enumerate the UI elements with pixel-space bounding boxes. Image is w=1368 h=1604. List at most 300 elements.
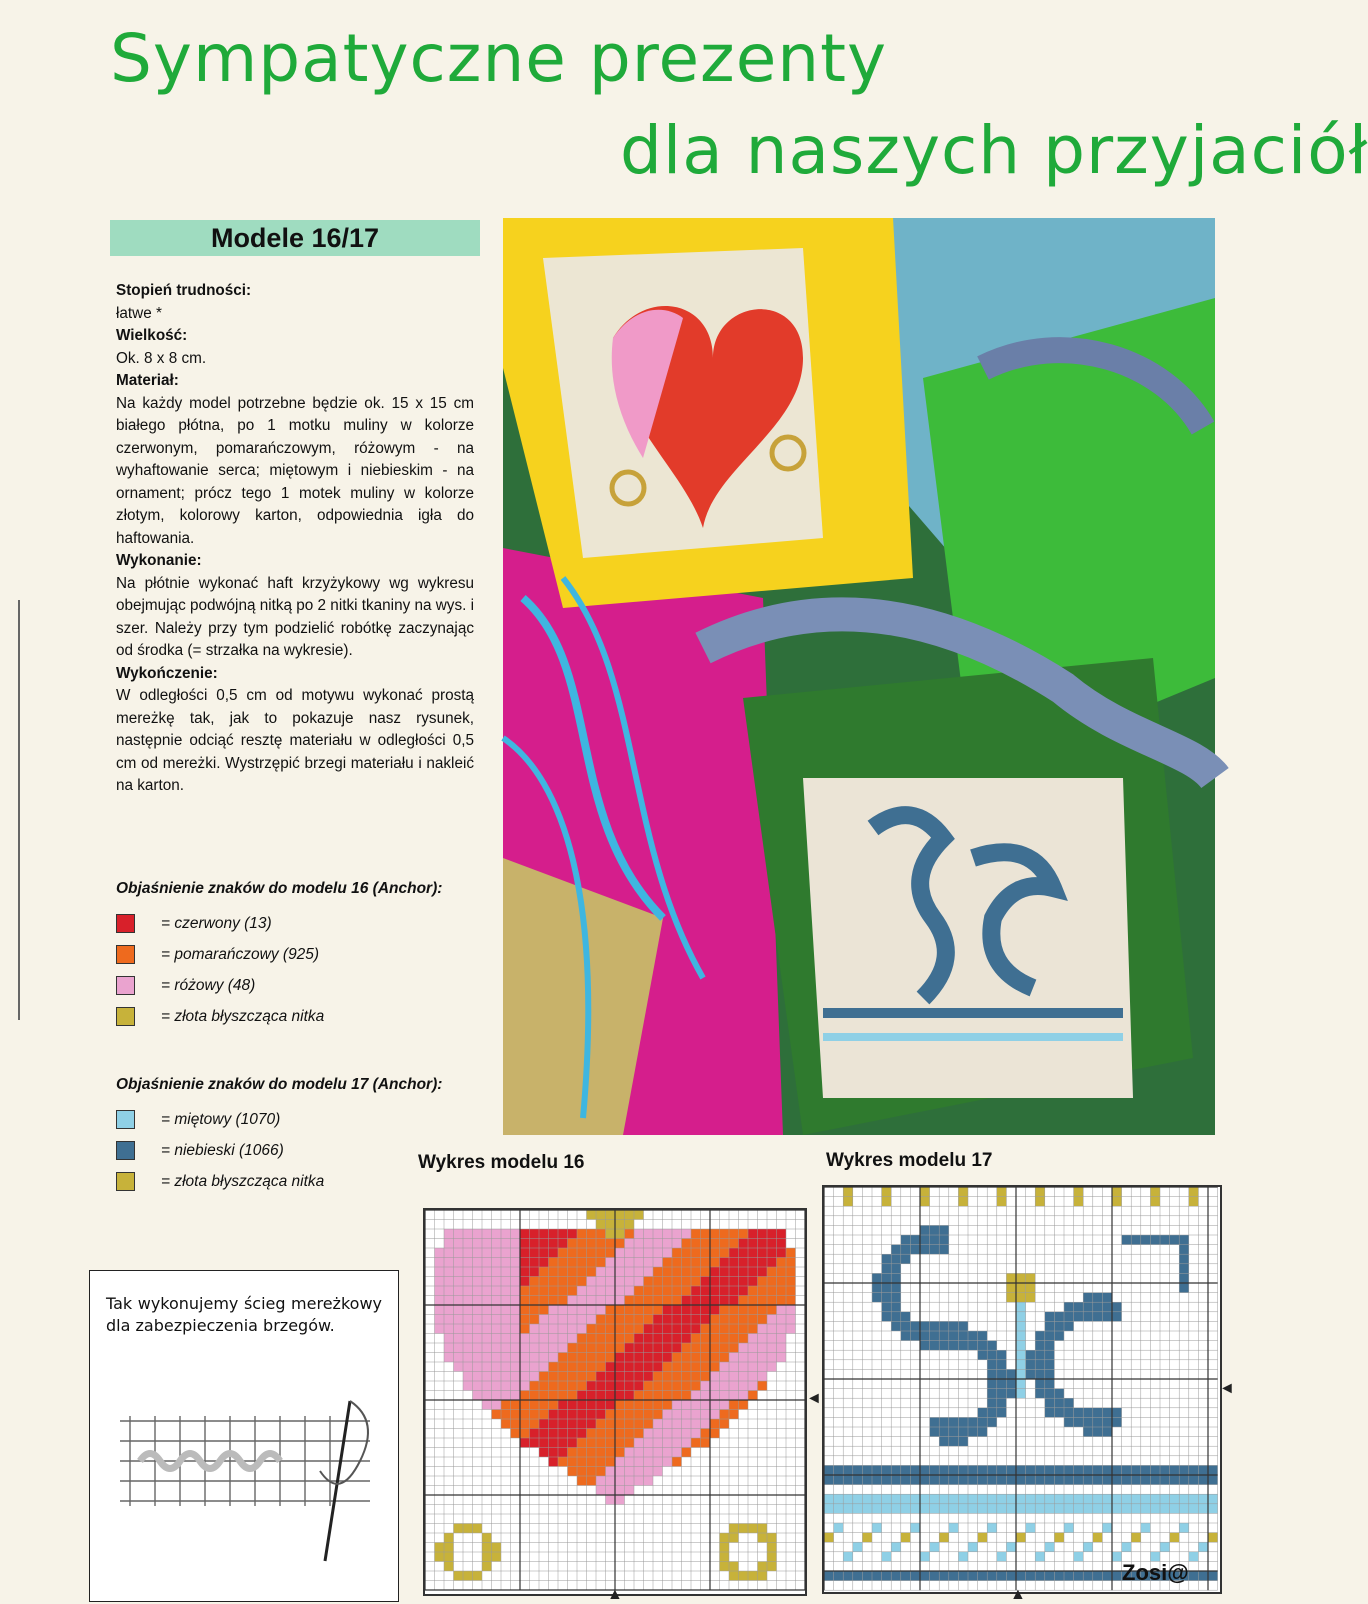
stitch-cell — [606, 1448, 616, 1458]
stitch-cell — [625, 1296, 635, 1306]
stitch-cell — [558, 1429, 568, 1439]
stitch-cell — [1054, 1321, 1064, 1331]
stitch-cell — [1064, 1302, 1074, 1312]
stitch-cell — [615, 1267, 625, 1277]
stitch-cell — [939, 1571, 949, 1581]
stitch-cell — [872, 1293, 882, 1303]
stitch-cell — [720, 1400, 730, 1410]
stitch-cell — [1016, 1465, 1026, 1475]
stitch-cell — [634, 1438, 644, 1448]
stitch-cell — [606, 1258, 616, 1268]
stitch-cell — [558, 1457, 568, 1467]
stitch-cell — [454, 1239, 464, 1249]
stitch-cell — [435, 1324, 445, 1334]
stitch-cell — [596, 1324, 606, 1334]
stitch-cell — [596, 1467, 606, 1477]
stitch-cell — [634, 1324, 644, 1334]
stitch-cell — [891, 1302, 901, 1312]
stitch-cell — [615, 1391, 625, 1401]
stitch-cell — [672, 1286, 682, 1296]
stitch-cell — [882, 1302, 892, 1312]
stitch-cell — [625, 1248, 635, 1258]
stitch-cell — [530, 1248, 540, 1258]
stitch-cell — [492, 1343, 502, 1353]
stitch-cell — [1026, 1571, 1036, 1581]
stitch-cell — [1150, 1235, 1160, 1245]
stitch-cell — [596, 1372, 606, 1382]
stitch-cell — [1006, 1273, 1016, 1283]
stitch-cell — [1016, 1331, 1026, 1341]
stitch-cell — [1093, 1293, 1103, 1303]
stitch-cell — [587, 1343, 597, 1353]
stitch-cell — [596, 1229, 606, 1239]
stitch-cell — [767, 1353, 777, 1363]
stitch-cell — [710, 1248, 720, 1258]
color-swatch — [116, 1141, 135, 1160]
stitch-cell — [710, 1239, 720, 1249]
stitch-cell — [1045, 1494, 1055, 1504]
stitch-cell — [463, 1324, 473, 1334]
stitch-cell — [511, 1286, 521, 1296]
stitch-cell — [777, 1343, 787, 1353]
stitch-cell — [720, 1324, 730, 1334]
stitch-cell — [653, 1305, 663, 1315]
stitch-cell — [987, 1389, 997, 1399]
stitch-cell — [1150, 1465, 1160, 1475]
stitch-cell — [463, 1524, 473, 1534]
stitch-cell — [968, 1417, 978, 1427]
stitch-cell — [444, 1562, 454, 1572]
stitch-cell — [834, 1475, 844, 1485]
stitch-cell — [435, 1248, 445, 1258]
stitch-cell — [843, 1571, 853, 1581]
stitch-cell — [862, 1533, 872, 1543]
stitch-cell — [1093, 1494, 1103, 1504]
stitch-cell — [729, 1315, 739, 1325]
stitch-cell — [520, 1429, 530, 1439]
stitch-cell — [777, 1324, 787, 1334]
stitch-cell — [682, 1248, 692, 1258]
stitch-cell — [767, 1277, 777, 1287]
stitch-cell — [1112, 1417, 1122, 1427]
stitch-cell — [920, 1341, 930, 1351]
stitch-cell — [710, 1400, 720, 1410]
stitch-cell — [549, 1267, 559, 1277]
stitch-cell — [853, 1494, 863, 1504]
stitch-cell — [853, 1504, 863, 1514]
stitch-cell — [625, 1372, 635, 1382]
stitch-cell — [1006, 1293, 1016, 1303]
legend-row — [116, 1104, 486, 1135]
stitch-cell — [558, 1267, 568, 1277]
stitch-cell — [1045, 1321, 1055, 1331]
stitch-cell — [1045, 1465, 1055, 1475]
stitch-cell — [539, 1353, 549, 1363]
stitch-cell — [739, 1277, 749, 1287]
stitch-cell — [473, 1229, 483, 1239]
stitch-cell — [615, 1495, 625, 1505]
stitch-cell — [1131, 1494, 1141, 1504]
stitch-cell — [511, 1315, 521, 1325]
stitch-cell — [720, 1533, 730, 1543]
stitch-cell — [758, 1324, 768, 1334]
stitch-cell — [596, 1277, 606, 1287]
stitch-cell — [511, 1343, 521, 1353]
stitch-cell — [997, 1389, 1007, 1399]
stitch-cell — [1016, 1360, 1026, 1370]
stitch-cell — [435, 1543, 445, 1553]
stitch-cell — [930, 1542, 940, 1552]
stitch-cell — [853, 1571, 863, 1581]
stitch-cell — [435, 1305, 445, 1315]
stitch-cell — [444, 1277, 454, 1287]
stitch-cell — [1208, 1533, 1218, 1543]
stitch-cell — [710, 1286, 720, 1296]
stitch-cell — [1208, 1494, 1218, 1504]
stitch-cell — [739, 1305, 749, 1315]
stitch-cell — [539, 1429, 549, 1439]
stitch-cell — [720, 1391, 730, 1401]
stitch-cell — [444, 1248, 454, 1258]
stitch-cell — [520, 1391, 530, 1401]
stitch-cell — [625, 1438, 635, 1448]
stitch-cell — [1093, 1504, 1103, 1514]
stitch-cell — [568, 1429, 578, 1439]
stitch-cell — [558, 1419, 568, 1429]
stitch-cell — [463, 1343, 473, 1353]
stitch-cell — [587, 1353, 597, 1363]
stitch-cell — [872, 1523, 882, 1533]
stitch-cell — [473, 1524, 483, 1534]
stitch-cell — [1112, 1494, 1122, 1504]
stitch-cell — [1035, 1552, 1045, 1562]
stitch-cell — [625, 1343, 635, 1353]
stitch-cell — [1016, 1341, 1026, 1351]
stitch-cell — [872, 1283, 882, 1293]
stitch-cell — [482, 1296, 492, 1306]
stitch-cell — [577, 1267, 587, 1277]
stitch-cell — [539, 1334, 549, 1344]
stitch-cell — [968, 1542, 978, 1552]
stitch-cell — [482, 1267, 492, 1277]
stitch-cell — [1064, 1321, 1074, 1331]
stitch-cell — [644, 1400, 654, 1410]
stitch-cell — [862, 1571, 872, 1581]
stitch-cell — [720, 1286, 730, 1296]
stitch-cell — [625, 1220, 635, 1230]
stitch-cell — [454, 1305, 464, 1315]
stitch-cell — [644, 1467, 654, 1477]
stitch-cell — [482, 1543, 492, 1553]
legend-row — [116, 939, 486, 970]
stitch-cell — [454, 1334, 464, 1344]
stitch-cell — [987, 1571, 997, 1581]
stitch-cell — [978, 1465, 988, 1475]
stitch-cell — [968, 1341, 978, 1351]
stitch-cell — [520, 1334, 530, 1344]
stitch-cell — [843, 1475, 853, 1485]
stitch-cell — [577, 1239, 587, 1249]
stitch-cell — [444, 1267, 454, 1277]
stitch-cell — [1016, 1321, 1026, 1331]
stitch-cell — [1170, 1533, 1180, 1543]
stitch-cell — [729, 1324, 739, 1334]
stitch-cell — [511, 1267, 521, 1277]
stitch-cell — [682, 1429, 692, 1439]
stitch-cell — [997, 1465, 1007, 1475]
stitch-cell — [653, 1448, 663, 1458]
stitch-cell — [672, 1239, 682, 1249]
stitch-cell — [587, 1410, 597, 1420]
stitch-cell — [987, 1465, 997, 1475]
stitch-cell — [634, 1400, 644, 1410]
stitch-cell — [767, 1258, 777, 1268]
stitch-cell — [701, 1315, 711, 1325]
stitch-cell — [1045, 1389, 1055, 1399]
stitch-cell — [758, 1239, 768, 1249]
stitch-cell — [549, 1438, 559, 1448]
stitch-cell — [1064, 1504, 1074, 1514]
stitch-cell — [758, 1381, 768, 1391]
stitch-cell — [1054, 1398, 1064, 1408]
stitch-cell — [492, 1381, 502, 1391]
stitch-cell — [606, 1334, 616, 1344]
stitch-cell — [968, 1494, 978, 1504]
stitch-cell — [1179, 1494, 1189, 1504]
stitch-cell — [568, 1229, 578, 1239]
stitch-cell — [625, 1334, 635, 1344]
stitch-cell — [939, 1465, 949, 1475]
stitch-cell — [634, 1353, 644, 1363]
stitch-cell — [997, 1360, 1007, 1370]
stitch-cell — [739, 1571, 749, 1581]
stitch-cell — [1035, 1379, 1045, 1389]
stitch-cell — [1006, 1542, 1016, 1552]
stitch-cell — [910, 1494, 920, 1504]
stitch-cell — [549, 1381, 559, 1391]
stitch-cell — [625, 1448, 635, 1458]
stitch-cell — [463, 1296, 473, 1306]
stitch-cell — [987, 1523, 997, 1533]
stitch-cell — [530, 1372, 540, 1382]
stitch-cell — [882, 1187, 892, 1197]
stitch-cell — [691, 1286, 701, 1296]
stitch-cell — [634, 1457, 644, 1467]
stitch-cell — [520, 1315, 530, 1325]
stitch-cell — [901, 1571, 911, 1581]
stitch-cell — [958, 1437, 968, 1447]
stitch-cell — [615, 1296, 625, 1306]
legend-16-title: Objaśnienie znaków do modelu 16 (Anchor): — [116, 880, 443, 897]
stitch-cell — [1093, 1427, 1103, 1437]
stitch-cell — [958, 1331, 968, 1341]
stitch-cell — [720, 1296, 730, 1306]
stitch-cell — [910, 1475, 920, 1485]
stitch-cell — [530, 1400, 540, 1410]
stitch-cell — [454, 1267, 464, 1277]
stitch-cell — [843, 1187, 853, 1197]
stitch-cell — [663, 1239, 673, 1249]
stitch-cell — [891, 1312, 901, 1322]
stitch-cell — [530, 1229, 540, 1239]
stitch-cell — [978, 1408, 988, 1418]
stitch-cell — [729, 1524, 739, 1534]
stitch-cell — [663, 1229, 673, 1239]
stitch-cell — [511, 1400, 521, 1410]
stitch-cell — [1026, 1494, 1036, 1504]
stitch-cell — [1035, 1331, 1045, 1341]
stitch-cell — [615, 1305, 625, 1315]
stitch-cell — [549, 1391, 559, 1401]
stitch-cell — [729, 1248, 739, 1258]
stitch-cell — [615, 1372, 625, 1382]
stitch-cell — [1112, 1504, 1122, 1514]
stitch-cell — [862, 1475, 872, 1485]
stitch-cell — [653, 1429, 663, 1439]
stitch-cell — [634, 1334, 644, 1344]
stitch-cell — [777, 1248, 787, 1258]
color-swatch — [116, 976, 135, 995]
stitch-cell — [539, 1372, 549, 1382]
stitch-cell — [739, 1248, 749, 1258]
stitch-cell — [606, 1353, 616, 1363]
stitch-cell — [606, 1457, 616, 1467]
stitch-cell — [987, 1408, 997, 1418]
stitch-cell — [444, 1258, 454, 1268]
stitch-cell — [568, 1239, 578, 1249]
stitch-cell — [492, 1353, 502, 1363]
stitch-cell — [997, 1571, 1007, 1581]
stitch-cell — [577, 1410, 587, 1420]
legend-label: = miętowy (1070) — [161, 1110, 281, 1128]
stitch-cell — [1160, 1542, 1170, 1552]
models-banner: Modele 16/17 — [110, 220, 480, 256]
stitch-cell — [1131, 1533, 1141, 1543]
stitch-cell — [910, 1504, 920, 1514]
stitch-cell — [653, 1467, 663, 1477]
stitch-cell — [739, 1353, 749, 1363]
stitch-cell — [1083, 1494, 1093, 1504]
stitch-cell — [492, 1391, 502, 1401]
stitch-cell — [1035, 1571, 1045, 1581]
stitch-cell — [939, 1341, 949, 1351]
stitch-cell — [511, 1410, 521, 1420]
stitch-cell — [463, 1277, 473, 1287]
stitch-cell — [1150, 1197, 1160, 1207]
stitch-cell — [710, 1353, 720, 1363]
stitch-cell — [834, 1523, 844, 1533]
stitch-cell — [1102, 1494, 1112, 1504]
stitch-cell — [997, 1398, 1007, 1408]
stitch-cell — [1179, 1465, 1189, 1475]
stitch-cell — [777, 1315, 787, 1325]
stitch-cell — [758, 1229, 768, 1239]
stitch-cell — [786, 1248, 796, 1258]
stitch-cell — [978, 1417, 988, 1427]
stitch-cell — [701, 1381, 711, 1391]
stitch-cell — [748, 1248, 758, 1258]
stitch-cell — [539, 1296, 549, 1306]
stitch-cell — [701, 1267, 711, 1277]
stitch-cell — [511, 1353, 521, 1363]
stitch-cell — [663, 1353, 673, 1363]
stitch-cell — [824, 1504, 834, 1514]
stitch-cell — [549, 1457, 559, 1467]
stitch-cell — [930, 1225, 940, 1235]
stitch-cell — [482, 1239, 492, 1249]
stitch-cell — [520, 1400, 530, 1410]
stitch-cell — [758, 1334, 768, 1344]
stitch-cell — [501, 1362, 511, 1372]
stitch-cell — [492, 1315, 502, 1325]
stitch-cell — [958, 1571, 968, 1581]
stitch-cell — [587, 1286, 597, 1296]
stitch-cell — [901, 1533, 911, 1543]
stitch-cell — [596, 1343, 606, 1353]
stitch-cell — [949, 1321, 959, 1331]
stitch-cell — [958, 1187, 968, 1197]
stitch-cell — [435, 1258, 445, 1268]
stitch-cell — [958, 1417, 968, 1427]
stitch-cell — [596, 1305, 606, 1315]
stitch-cell — [482, 1248, 492, 1258]
stitch-cell — [634, 1372, 644, 1382]
stitch-cell — [615, 1239, 625, 1249]
legend-row — [116, 970, 486, 1001]
stitch-cell — [482, 1277, 492, 1287]
stitch-cell — [748, 1286, 758, 1296]
stitch-cell — [473, 1334, 483, 1344]
stitch-cell — [577, 1400, 587, 1410]
stitch-cell — [511, 1248, 521, 1258]
stitch-cell — [558, 1286, 568, 1296]
stitch-cell — [672, 1429, 682, 1439]
stitch-cell — [539, 1305, 549, 1315]
stitch-cell — [1006, 1369, 1016, 1379]
stitch-cell — [843, 1552, 853, 1562]
stitch-cell — [710, 1372, 720, 1382]
stitch-cell — [663, 1267, 673, 1277]
stitch-cell — [949, 1417, 959, 1427]
stitch-cell — [596, 1438, 606, 1448]
stitch-cell — [729, 1362, 739, 1372]
stitch-cell — [882, 1571, 892, 1581]
stitch-cell — [739, 1324, 749, 1334]
photo-illustration — [503, 218, 1215, 1135]
stitch-cell — [520, 1419, 530, 1429]
stitch-cell — [1083, 1417, 1093, 1427]
stitch-cell — [843, 1197, 853, 1207]
stitch-cell — [663, 1372, 673, 1382]
stitch-cell — [634, 1248, 644, 1258]
stitch-cell — [606, 1362, 616, 1372]
stitch-cell — [596, 1486, 606, 1496]
stitch-cell — [501, 1381, 511, 1391]
stitch-cell — [615, 1210, 625, 1220]
stitch-cell — [720, 1315, 730, 1325]
stitch-cell — [701, 1324, 711, 1334]
stitch-cell — [530, 1324, 540, 1334]
stitch-cell — [435, 1296, 445, 1306]
stitch-cell — [653, 1381, 663, 1391]
stitch-cell — [758, 1343, 768, 1353]
stitch-cell — [682, 1343, 692, 1353]
stitch-cell — [492, 1296, 502, 1306]
stitch-cell — [539, 1286, 549, 1296]
stitch-cell — [1179, 1475, 1189, 1485]
stitch-cell — [672, 1334, 682, 1344]
stitch-cell — [748, 1343, 758, 1353]
